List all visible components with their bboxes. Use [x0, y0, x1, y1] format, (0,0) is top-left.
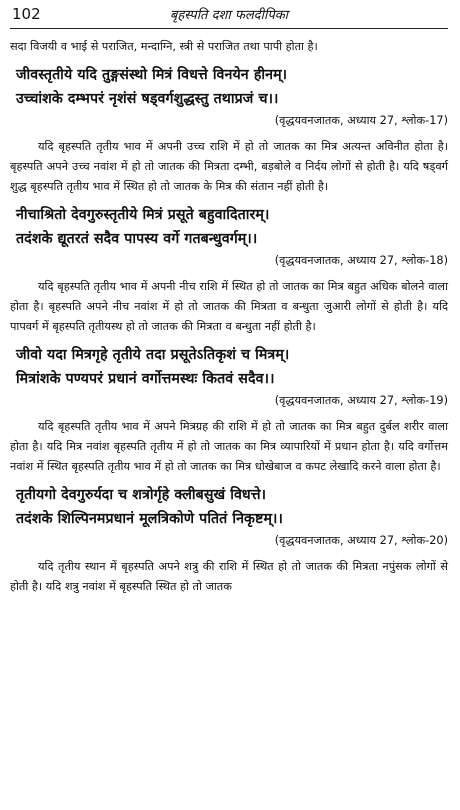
verse-citation: (वृद्धयवनजातक, अध्याय 27, श्लोक-20): [274, 534, 448, 547]
sanskrit-verse: [10, 483, 448, 531]
sanskrit-verse: [10, 63, 448, 111]
verse-line: तदंशके शिल्पिनमप्रधानं मूलत्रिकोणे पतितं निकृष्टम्।।: [16, 511, 283, 527]
verse-citation: (वृद्धयवनजातक, अध्याय 27, श्लोक-18): [274, 254, 448, 267]
verse-citation: (वृद्धयवनजातक, अध्याय 27, श्लोक-17): [274, 114, 448, 127]
prose-paragraph: यदि तृतीय स्थान में बृहस्पति अपने शत्रु की राशि में स्थित हो तो जातक की मित्रता नपुंसक लोगों से होती है। यदि शत्रु नवांश में बृहस्पति स्थित हो तो जातक: [10, 560, 448, 593]
verse-line: उच्चांशके दम्भपरं नृशंसं षड्वर्गशुद्धस्तु तथाप्रजं च।।: [16, 91, 279, 107]
verse-line: मित्रांशके पण्यपरं प्रधानं वर्गोत्तमस्थः कितवं सदैव।।: [16, 371, 275, 387]
verse-line: जीवो यदा मित्रगृहे तृतीये तदा प्रसूतेऽतिकृशं च मित्रम्।: [16, 347, 290, 363]
page-number: 102: [12, 5, 41, 23]
verse-line: नीचाश्रितो देवगुरुस्तृतीये मित्रं प्रसूते बहुवादितारम्।: [16, 207, 270, 223]
verse-citation: (वृद्धयवनजातक, अध्याय 27, श्लोक-19): [274, 394, 448, 407]
prose-paragraph: यदि बृहस्पति तृतीय भाव में अपने मित्रग्रह की राशि में हो तो जातक का मित्र बहुत दुर्बल शरीर वाला होता है। यदि मित्र नवांश बृहस्पति तृतीय में हो तो जातक का मित्र व्यापारियों में प्रधान होता है। यदि वर्गोत्तम नवांश में स्थित बृहस्पति तृतीय भाव में हो तो जातक का मित्र धोखेबाज व कपट लेखादि करने वाला होता है।: [10, 420, 448, 473]
verse-line: जीवस्तृतीये यदि तुङ्गसंस्थो मित्रं विधत्ते विनयेन हीनम्।: [16, 67, 288, 83]
sanskrit-verse: [10, 203, 448, 251]
prose-paragraph: यदि बृहस्पति तृतीय भाव में अपनी नीच राशि में स्थित हो तो जातक का मित्र बहुत अधिक बोलने वाला होता है। बृहस्पति अपने नीच नवांश में हो तो जातक की मित्रता व बन्धुता जुआरी लोगों से होती है। यदि पापवर्ग में बृहस्पति तृतीयस्थ हो तो जातक की मित्रता व बन्धुता नहीं होती है।: [10, 280, 448, 333]
verse-line: तदंशके द्यूतरतं सदैव पापस्य वर्गे गतबन्धुवर्गम्।।: [16, 231, 258, 247]
running-title: बृहस्पति दशा फलदीपिका: [169, 8, 289, 23]
prose-paragraph: सदा विजयी व भाई से पराजित, मन्दाग्नि, स्त्री से पराजित तथा पापी होता है।: [10, 40, 318, 53]
verse-line: तृतीयगो देवगुरुर्यदा च शत्रोर्गृहे क्लीबसुखं विधत्ते।: [16, 487, 267, 503]
prose-paragraph: यदि बृहस्पति तृतीय भाव में अपनी उच्च राशि में हो तो जातक का मित्र अत्यन्त अविनीत होता है। बृहस्पति अपने उच्च नवांश में हो तो जातक की मित्रता दम्भी, बड़बोले व निर्दय लोगों से होती है। यदि षड्वर्ग शुद्ध बृहस्पति तृतीय भाव में स्थित हो तो जातक के मित्र की संतान नहीं होती है।: [10, 140, 448, 193]
sanskrit-verse: [10, 343, 448, 391]
page-header: [10, 0, 448, 29]
